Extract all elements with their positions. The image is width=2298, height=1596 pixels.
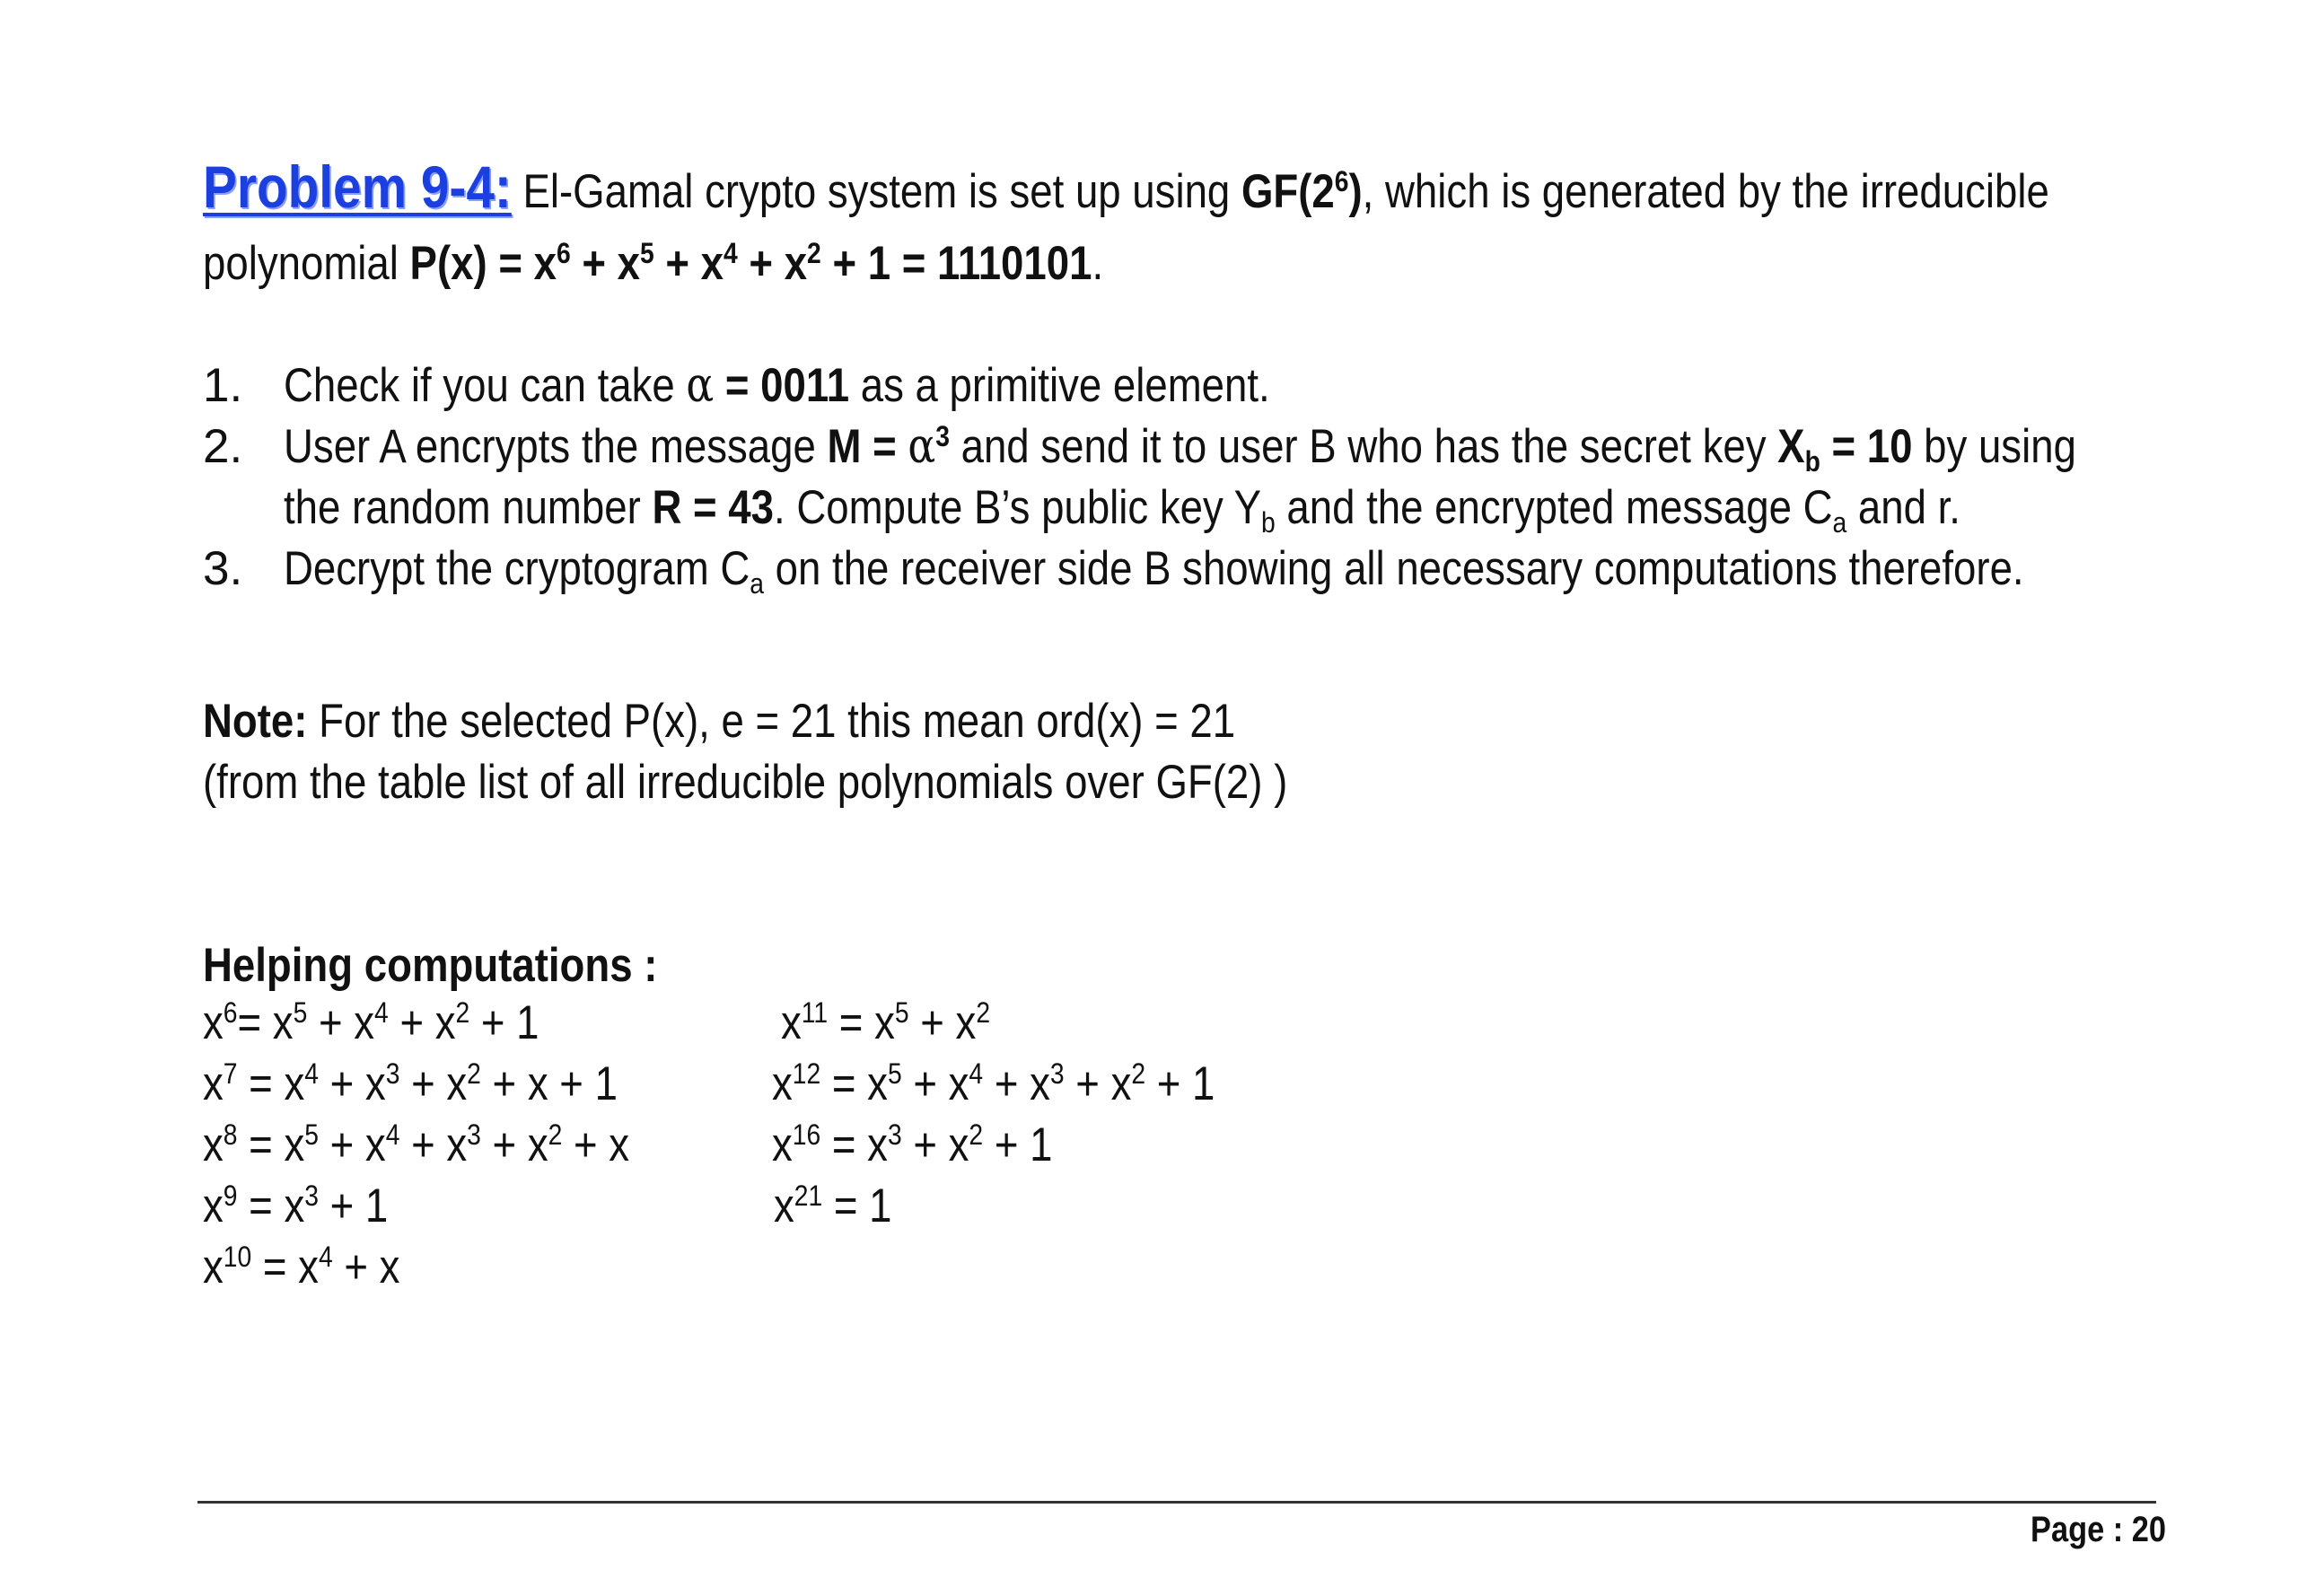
problem-line-1 xyxy=(203,153,2298,221)
page-number: Page : 20 xyxy=(2030,1510,2167,1549)
task-item-2-line-1: User A encrypts the message $M = \alpha^3$ and send it to user B who has the secret key $X_b = 10$ by using xyxy=(284,418,2076,478)
note-line-2: (from the table list of all irreducible polynomials over GF(2) ) xyxy=(203,756,1288,809)
problem-line-2: polynomial $P(x) = x^6 + x^5 + x^4 + x^2 + 1 = 1110101$. xyxy=(203,235,1104,290)
polynomial-definition: $P(x) = x^6 + x^5 + x^4 + x^2 + 1 = 1110101$ xyxy=(409,235,1092,290)
task-number-3: 3. xyxy=(203,542,243,595)
computation-x21: $x^{21} = 1$ xyxy=(774,1178,892,1232)
computation-x9: $x^9 = x^3 + 1$ xyxy=(203,1178,389,1232)
intro-text-a: El-Gamal crypto system is set up using xyxy=(511,165,1241,218)
intro-text-b: , which is generated by the irreducible xyxy=(1362,165,2049,218)
task-item-1: Check if you can take α = 0011 as a primitive element. xyxy=(284,358,1270,413)
task-number-2: 2. xyxy=(203,420,243,473)
task-number-1: 1. xyxy=(203,359,243,412)
field-notation: $GF(2^6)$ xyxy=(1241,163,1363,218)
alpha-symbol: α xyxy=(686,358,715,413)
footer-rule xyxy=(197,1501,2156,1504)
alpha-symbol: α xyxy=(908,419,936,474)
computation-x8: $x^8 = x^5 + x^4 + x^3 + x^2 + x$ xyxy=(203,1117,630,1171)
task-item-2-line-2: the random number R = 43. Compute B’s public key $Y_b$ and the encrypted message $C_a$ and r. xyxy=(284,481,1960,539)
computation-x7: $x^7 = x^4 + x^3 + x^2 + x + 1$ xyxy=(203,1056,618,1110)
computation-x12: $x^{12} = x^5 + x^4 + x^3 + x^2 + 1$ xyxy=(772,1056,1215,1110)
computation-x11: $x^{11} = x^5 + x^2$ xyxy=(781,995,991,1049)
task-item-3: Decrypt the cryptogram $C_a$ on the receiver side B showing all necessary computations therefore. xyxy=(284,542,2024,600)
computation-x6: $x^6= x^5 + x^4 + x^2 + 1$ xyxy=(203,995,539,1049)
problem-title: Problem 9-4: xyxy=(203,153,512,220)
computation-x16: $x^{16} = x^3 + x^2 + 1$ xyxy=(772,1117,1053,1171)
note-label: Note: xyxy=(203,695,308,748)
helping-heading: Helping computations : xyxy=(203,939,658,992)
computation-x10: $x^{10} = x^4 + x$ xyxy=(203,1239,400,1293)
note-line-1: Note: For the selected P(x), e = 21 this mean ord(x) = 21 xyxy=(203,695,1236,748)
